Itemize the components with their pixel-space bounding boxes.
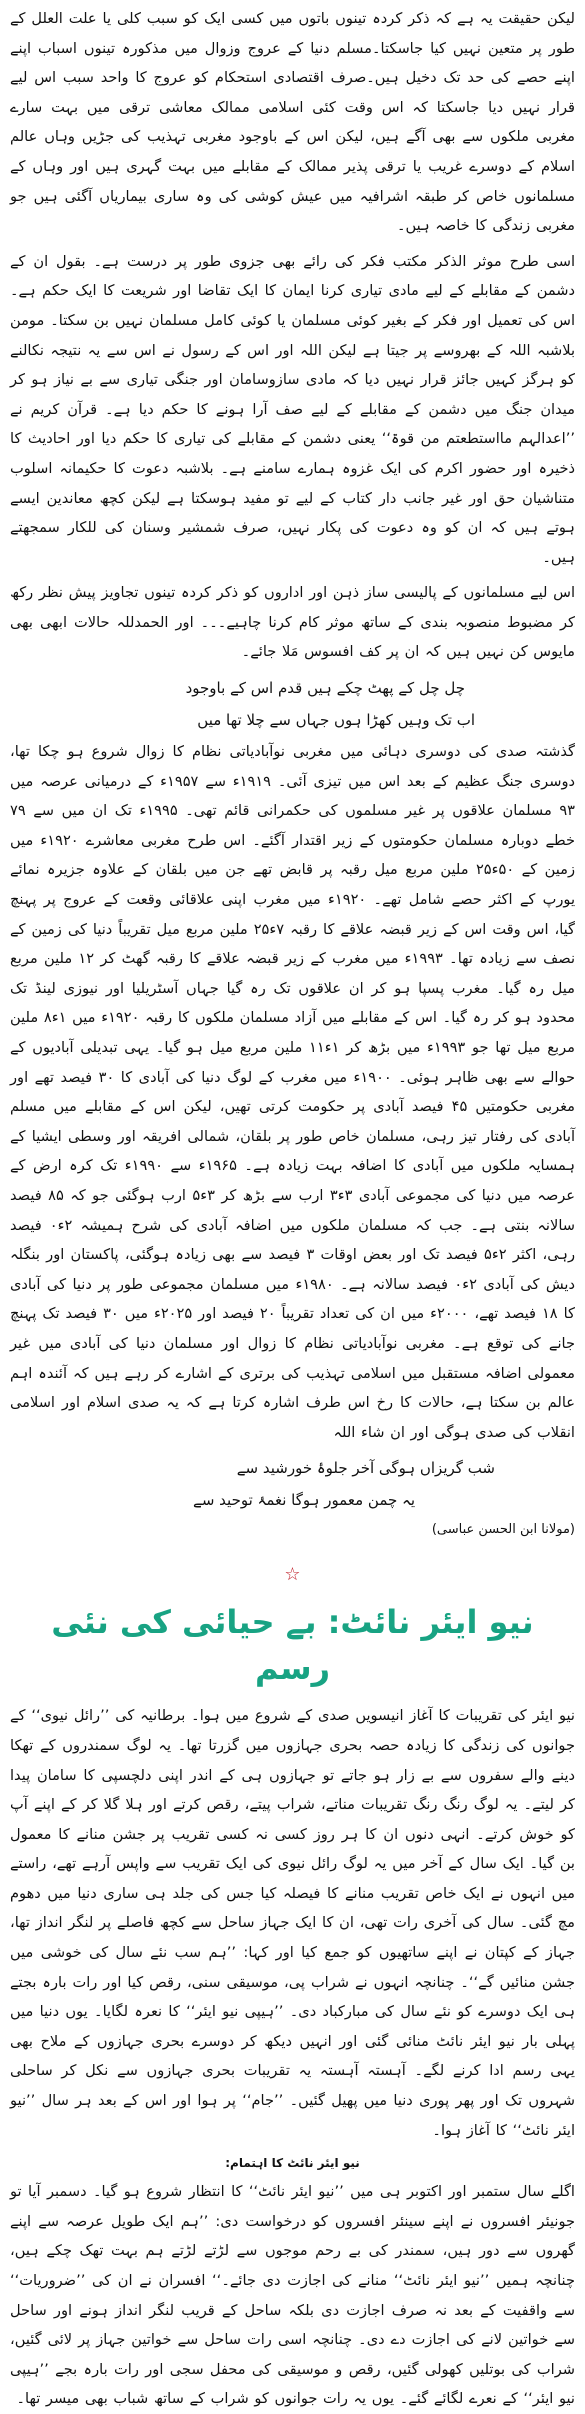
paragraph-causes: لیکن حقیقت یہ ہے کہ ذکر کردہ تینوں باتوں میں کسی ایک کو سبب کلی یا علت العلل کے طور پر متعین نہیں کیا جاسکتا۔مسلم دنیا کے عروج وزوال میں مذکورہ تینوں اسباب اپنے اپنے حصے کی حد تک دخیل ہیں۔صرف اقتصادی استحکام کو عروج کا واحد سبب اس لیے قرار نہیں دیا جاسکتا کہ اس وقت کئی اسلامی ممالک معاشی ترقی میں بہت سارے مغربی ملکوں سے بھی آگے ہیں، لیکن اس کے باوجود مغربی تہذیب کی جڑیں وہاں عالم اسلام کے دوسرے غریب یا ترقی پذیر ممالک کے مقابلے میں بہت گہری ہیں اور وہاں کے مسلمانوں خاص کر طبقہ اشرافیہ میں عیش کوشی کی وہ ساری بیماریاں آگئی ہیں جو مغربی زندگی کا خاصہ ہیں۔ [10, 10, 575, 235]
verse-line-1: چل چل کے پھٹ چکے ہیں قدم اس کے باوجود [185, 679, 465, 698]
section-headline: نیو ایئر نائٹ: بے حیائی کی نئی رسم [51, 1603, 534, 1688]
paragraph-new-year-arrangement: اگلے سال ستمبر اور اکتوبر ہی میں ’’نیو ایئر نائٹ‘‘ کا انتظار شروع ہو گیا۔ دسمبر آیا تو جونیئر افسروں نے اپنے سینئر افسروں کو درخواست دی: ’’ہم ایک طویل عرصہ سے اپنے گھروں سے دور ہیں، سمندر کی بے رحم موجوں سے لڑتے لڑتے ہم بہت تھک چکے ہیں، چنانچہ ہمیں ’’نیو ایئر نائٹ‘‘ منانے کی اجازت دی جائے۔‘‘ افسران نے ان کی ’’ضروریات‘‘ سے واقفیت کے بعد نہ صرف اجازت دی بلکہ ساحل کے قریب لنگر انداز ہونے اور ساحل سے خواتین لانے کی اجازت دے دی۔ چنانچہ اسی رات ساحل سے خواتین جہاز پر لائی گئیں، شراب کی بوتلیں کھولی گئیں، رقص و موسیقی کی محفل سجی اور رات بارہ بجے ’’ہیپی نیو ایئر‘‘ کے نعرے لگائے گئے۔ یوں یہ رات جوانوں کو شراب کے ساتھ شباب بھی میسر تھا۔ [10, 2183, 575, 2408]
paragraph-preparation: اسی طرح موثر الذکر مکتب فکر کی رائے بھی جزوی طور پر درست ہے۔ بقول ان کے دشمن کے مقابلے کے لیے مادی تیاری کرنا ایمان کا ایک تقاضا اور شریعت کا ایک حکم ہے۔ اس کی تعمیل اور فکر کے بغیر کوئی مسلمان یا کوئی کامل مسلمان نہیں بن سکتا۔ مومن بلاشبہ اللہ کے بھروسے پر جیتا ہے لیکن اللہ اور اس کے رسول نے اس سے یہ نتیجہ نکالنے کو ہرگز کہیں جائز قرار نہیں دیا کہ مادی سازوسامان اور جنگی تیاری سے بے نیاز ہو کر میدان جنگ میں دشمن کے مقابلے کے لیے صف آرا ہونے کا حکم دیا ہے۔ قرآن کریم نے ’’اعدالہم مااستطعتم من قوۃ‘‘ یعنی دشمن کے مقابلے کی تیاری کا حکم دیا اور احادیث کا ذخیرہ اور حضور اکرم کی ایک غزوہ ہمارے سامنے ہے۔ بلاشبہ دعوت کا حکیمانہ اسلوب متناشیان حق اور غیر جانب دار کتاب کے لیے تو مفید ہوسکتا ہے لیکن کچھ معاندین ایسے ہوتے ہیں کہ ان کو وہ دعوت کی پکار نہیں، صرف شمشیر وسنان کی للکار سمجھتے ہیں۔ [10, 252, 575, 566]
section-subheading: نیو ایئر نائٹ کا اہتمام: [225, 2156, 360, 2171]
star-divider-icon: ☆ [284, 1564, 301, 1586]
paragraph-policy: اس لیے مسلمانوں کے پالیسی ساز ذہن اور اداروں کو ذکر کردہ تینوں تجاویز پیش نظر رکھ کر مضبوط منصوبہ بندی کے ساتھ موثر کام کرنا چاہیے۔۔۔ اور الحمدللہ حالات ابھی بھی مایوس کن نہیں ہیں کہ ان پر کف افسوس مَلا جائے۔ [10, 584, 575, 661]
verse-line-2: اب تک وہیں کھڑا ہوں جہاں سے چلا تھا میں [197, 711, 475, 730]
paragraph-history: گذشتہ صدی کی دوسری دہائی میں مغربی نوآبادیاتی نظام کا زوال شروع ہو چکا تھا، دوسری جنگ عظیم کے بعد اس میں تیزی آئی۔ ۱۹۱۹ء سے ۱۹۵۷ء کے درمیانی عرصہ میں ۹۳ مسلمان علاقوں پر غیر مسلموں کی حکمرانی قائم تھی۔ ۱۹۹۵ء تک ان میں سے ۷۹ خطے دوبارہ مسلمان حکومتوں کے زیر اقتدار آگئے۔ اس طرح مغربی معاشرے ۱۹۲۰ء میں زمین کے ۵۰ء۲۵ ملین مربع میل رقبہ پر قابض تھے جن میں بلقان کے علاوہ جزیرہ نمائے یورپ کے اکثر حصے شامل تھے۔ ۱۹۲۰ء میں مغرب اپنی علاقائی وقعت کے عروج پر پہنچ گیا، اس وقت اس کے زیر قبضہ علاقے کا رقبہ ۷ء۲۵ ملین مربع میل تقریباً دنیا کی زمین کے نصف سے زیادہ تھا۔ ۱۹۹۳ء میں مغرب کے زیر قبضہ علاقے کا رقبہ گھٹ کر ۱۲ ملین مربع میل رہ گیا۔ مغرب پسپا ہو کر ان علاقوں تک رہ گیا جہاں آسٹریلیا اور نیوزی لینڈ تک محدود ہو کر رہ گیا۔ اس کے مقابلے میں آزاد مسلمان ملکوں کا رقبہ ۱۹۲۰ء میں ۱ء۸ ملین مربع میل تھا جو ۱۹۹۳ء میں بڑھ کر ۱ء۱۱ ملین مربع میل ہو گیا۔ یہی تبدیلی آبادیوں کے حوالے سے بھی ظاہر ہوئی۔ ۱۹۰۰ء میں مغرب کے لوگ دنیا کی آبادی کا ۳۰ فیصد تھے اور مغربی حکومتیں ۴۵ فیصد آبادی پر حکومت کرتی تھیں، لیکن اس کے مقابلے میں مسلم آبادی کی رفتار تیز رہی، مسلمان خاص طور پر بلقان، شمالی افریقہ اور وسطی ایشیا کے ہمسایہ ملکوں میں آبادی کا اضافہ بہت زیادہ ہے۔ ۱۹۶۵ء سے ۱۹۹۰ء تک کرہ ارض کے عرصہ میں دنیا کی مجموعی آبادی ۳ء۳ ارب سے بڑھ کر ۳ء۵ ارب ہوگئی جو کہ ۸۵ فیصد سالانہ بنتی ہے۔ جب کہ مسلمان ملکوں میں اضافہ آبادی کی شرح ہمیشہ ۲ء۰ فیصد رہی، اکثر ۲ء۵ فیصد تک اور بعض اوقات ۳ فیصد سے بھی زیادہ ہوگئی، پاکستان اور بنگلہ دیش کی آبادی ۲ء۰ فیصد سالانہ ہے۔ ۱۹۸۰ء میں مسلمان مجموعی طور پر دنیا کی آبادی کا ۱۸ فیصد تھے، ۲۰۰۰ء میں ان کی تعداد تقریباً ۲۰ فیصد اور ۲۰۲۵ء میں ۳۰ فیصد تک پہنچ جانے کی توقع ہے۔ مغربی نوآبادیاتی نظام کا زوال اور مسلمان دنیا کی آبادی میں غیر معمولی اضافہ مستقبل میں اسلامی تہذیب کی برتری کے اشارے کر رہے ہیں کہ آئندہ اہم عالم بن سکتا ہے، حالات کا رخ اس طرف اشارہ کرتا ہے کہ یہ صدی اسلام اور اسلامی انقلاب کی صدی ہوگی اور ان شاء اللہ [10, 743, 576, 1441]
article-body [10, 4, 575, 1543]
paragraph-new-year-origin: نیو ایئر کی تقریبات کا آغاز انیسویں صدی کے شروع میں ہوا۔ برطانیہ کی ’’رائل نیوی‘‘ کے جوانوں کی زندگی کا زیادہ حصہ بحری جہازوں میں گزرتا تھا۔ یہ لوگ سمندروں کے تھکا دینے والے سفروں سے بے زار ہو جاتے تو جہازوں ہی کے اندر اپنی دلچسپی کا سامان پیدا کر لیتے۔ یہ لوگ رنگ رنگ تقریبات مناتے، شراب پیتے، رقص کرتے اور ہلا گلا کر کے اپنے آپ کو خوش کرتے۔ انہی دنوں ان کا ہر روز کسی نہ کسی تقریب پر جشن منانے کا معمول بن گیا۔ ایک سال کے آخر میں یہ لوگ رائل نیوی کی ایک تقریب سے واپس آرہے تھے، راستے میں انہوں نے ایک خاص تقریب منانے کا فیصلہ کیا جس کی جلد ہی ساری دنیا میں دھوم مچ گئی۔ سال کی آخری رات تھی، ان کا ایک جہاز ساحل سے کچھ فاصلے پر لنگر انداز تھا، جہاز کے کپتان نے اپنے ساتھیوں کو جمع کیا اور کہا: ’’ہم سب نئے سال کی خوشی میں جشن منائیں گے‘‘۔ چنانچہ انہوں نے شراب پی، موسیقی سنی، رقص کیا اور رات بارہ بجتے ہی ایک دوسرے کو نئے سال کی مبارکباد دی۔ ’’ہیپی نیو ایئر‘‘ کا نعرہ لگایا۔ یوں دنیا میں پہلی بار نیو ایئر نائٹ منائی گئی اور انہیں دیکھ کر دوسرے بحری جہازوں کے ملاح بھی یہی رسم ادا کرنے لگے۔ آہستہ آہستہ یہ تقریبات بحری جہازوں سے نکل کر ساحلی شہروں تک اور پھر پوری دنیا میں پھیل گئیں۔ ’’جام‘‘ پر ہوا اور اس کے بعد ہر سال ’’نیو ایئر نائٹ‘‘ کا آغاز ہوا۔ [10, 1707, 575, 2139]
closing-verse-line-2: یہ چمن معمور ہوگا نغمۂ توحید سے [193, 1491, 415, 1510]
author-credit: (مولانا ابن الحسن عباسی) [431, 1522, 575, 1538]
closing-verse-line-1: شب گریزاں ہوگی آخر جلوۂ خورشید سے [236, 1459, 495, 1478]
